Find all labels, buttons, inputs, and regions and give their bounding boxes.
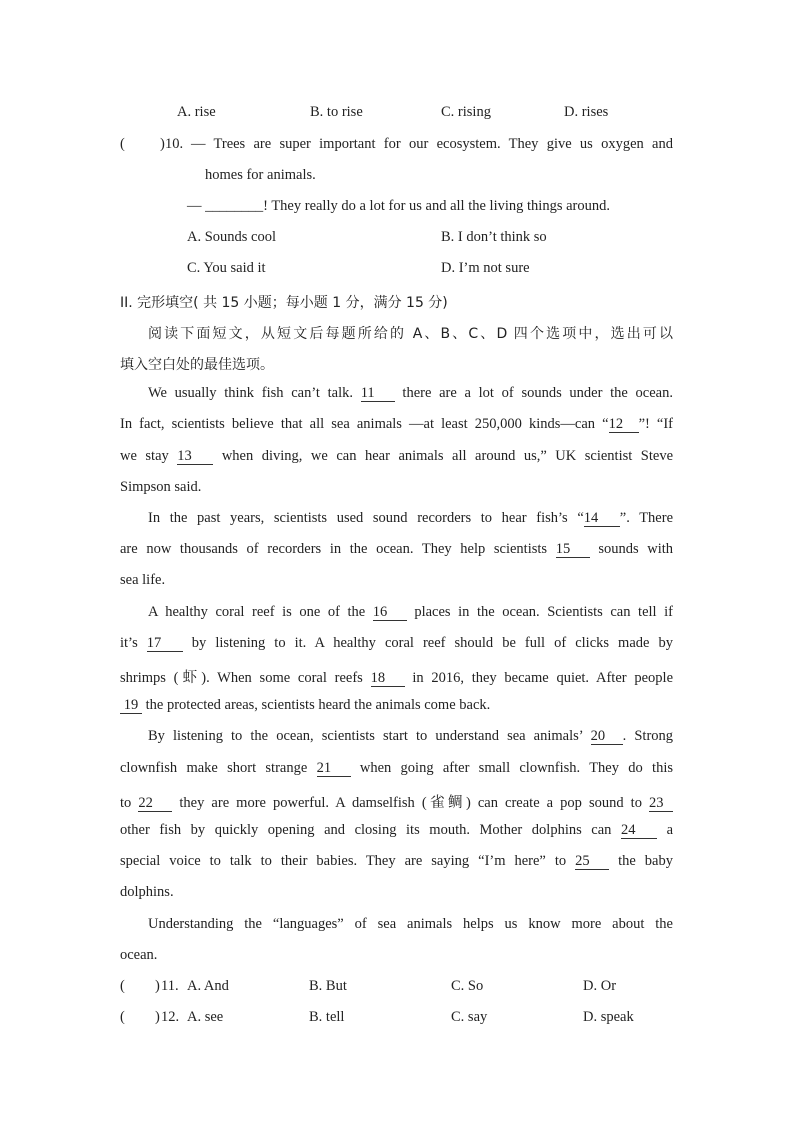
passage-p3-line1: A healthy coral reef is one of the 16 places in the ocean. Scientists can tell if	[148, 604, 673, 620]
passage-p1-line1: We usually think fish can’t talk. 11 there are a lot of sounds under the ocean.	[148, 385, 673, 401]
passage-p5-line2: ocean.	[120, 947, 158, 963]
passage-p3-line4: 19 the protected areas, scientists heard the animals come back.	[120, 697, 490, 714]
section-instruction-cont: 填入空白处的最佳选项。	[120, 357, 274, 373]
q12-option-b: B. tell	[309, 1009, 345, 1025]
blank-25: 25	[575, 854, 609, 870]
section-heading: II. 完形填空( 共 15 小题；每小题 1 分，满分 15 分)	[120, 295, 448, 311]
q10-reply-blank: ________	[205, 198, 264, 214]
q10-reply-text: ! They really do a lot for us and all the living things around.	[263, 198, 610, 214]
blank-18: 18	[371, 671, 405, 687]
blank-19: 19	[120, 698, 142, 714]
q10-paren-close: )	[160, 136, 165, 152]
q10-option-b: B. I don’t think so	[441, 229, 547, 245]
passage-p1-line4: Simpson said.	[120, 479, 202, 495]
q10-prompt: — Trees are super important for our ecosystem. They give us oxygen and	[191, 136, 673, 152]
passage-p5-line1: Understanding the “languages” of sea animals helps us know more about the	[148, 916, 673, 932]
q10-prompt-cont: homes for animals.	[205, 167, 316, 183]
blank-20: 20	[591, 729, 623, 745]
passage-p4-line1: By listening to the ocean, scientists start to understand sea animals’ 20 . Strong	[148, 728, 674, 744]
q12-paren-open: (	[120, 1009, 125, 1025]
q12-option-d: D. speak	[583, 1009, 634, 1025]
passage-p4-line2: clownfish make short strange 21 when going after small clownfish. They do this	[120, 760, 673, 776]
blank-15: 15	[556, 542, 590, 558]
blank-21: 21	[317, 761, 351, 777]
blank-11: 11	[361, 386, 395, 402]
blank-24: 24	[621, 823, 657, 839]
blank-17: 17	[147, 636, 183, 652]
passage-p3-line3: shrimps (虾). When some coral reefs 18 in 2016, they became quiet. After people	[120, 670, 674, 686]
q11-option-a: A. And	[187, 978, 229, 994]
q9-option-d: D. rises	[564, 104, 609, 120]
q10-number: 10.	[165, 136, 184, 152]
section-instruction: 阅读下面短文，从短文后每题所给的 A、B、C、D 四个选项中，选出可以	[148, 326, 673, 342]
q11-number: 11.	[161, 978, 179, 994]
q11-option-b: B. But	[309, 978, 347, 994]
q10-option-a: A. Sounds cool	[187, 229, 277, 245]
q9-option-b: B. to rise	[310, 104, 363, 120]
passage-p2-line1: In the past years, scientists used sound recorders to hear fish’s “14 ”. There	[148, 510, 674, 526]
passage-p1-line2: In fact, scientists believe that all sea animals —at least 250,000 kinds—can “12 ”! “If	[120, 416, 674, 432]
q10-reply-dash: —	[187, 198, 202, 214]
q10-option-c: C. You said it	[187, 260, 266, 276]
passage-p1-line3: we stay 13 when diving, we can hear animals all around us,” UK scientist Steve	[120, 448, 674, 464]
q9-option-c: C. rising	[441, 104, 491, 120]
passage-p3-line2: it’s 17 by listening to it. A healthy coral reef should be full of clicks made by	[120, 635, 673, 651]
q11-paren-open: (	[120, 978, 125, 994]
q12-paren-close: )	[155, 1009, 160, 1025]
q12-number: 12.	[161, 1009, 180, 1025]
passage-p2-line2: are now thousands of recorders in the ocean. They help scientists 15 sounds with	[120, 541, 674, 557]
q9-option-a: A. rise	[177, 104, 216, 120]
blank-14: 14	[584, 511, 620, 527]
passage-p2-line3: sea life.	[120, 572, 166, 588]
q12-option-c: C. say	[451, 1009, 488, 1025]
q11-option-d: D. Or	[583, 978, 617, 994]
q10-reply	[187, 198, 610, 215]
q10-option-d: D. I’m not sure	[441, 260, 530, 276]
passage-p4-line3: to 22 they are more powerful. A damselfish (雀鲷) can create a pop sound to 23	[120, 791, 673, 812]
blank-12: 12	[609, 417, 639, 433]
blank-16: 16	[373, 605, 407, 621]
q11-paren-close: )	[155, 978, 160, 994]
q11-option-c: C. So	[451, 978, 484, 994]
passage-p4-line6: dolphins.	[120, 884, 174, 900]
blank-23: 23	[649, 796, 673, 812]
passage-p4-line4: other fish by quickly opening and closing its mouth. Mother dolphins can 24 a	[120, 822, 674, 838]
q12-option-a: A. see	[187, 1009, 224, 1025]
blank-13: 13	[177, 449, 213, 465]
q10-paren-open: (	[120, 136, 125, 152]
blank-22: 22	[138, 796, 172, 812]
passage-p4-line5: special voice to talk to their babies. They are saying “I’m here” to 25 the baby	[120, 853, 673, 869]
